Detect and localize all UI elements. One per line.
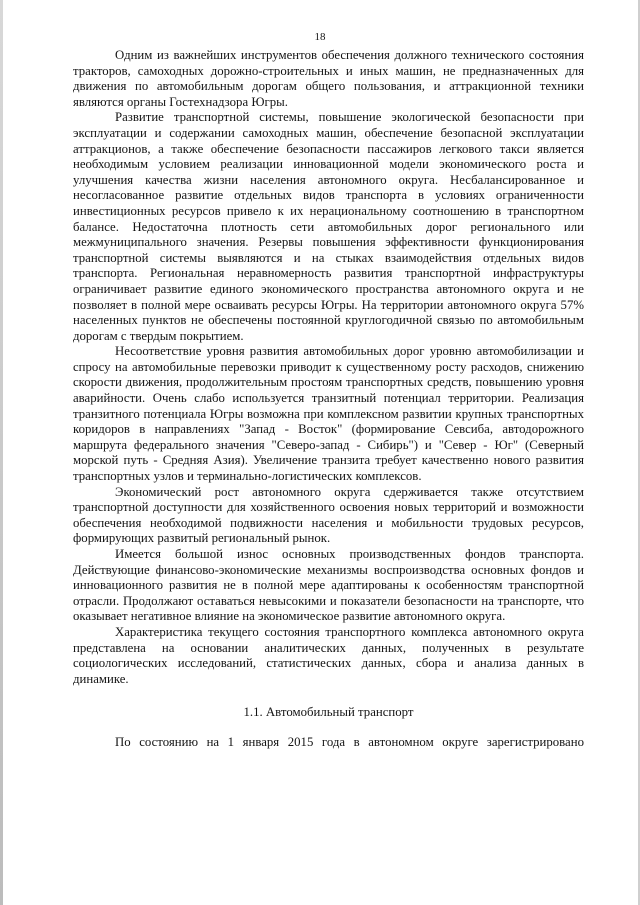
paragraph: Одним из важнейших инструментов обеспечения должного технического состояния тракторов, самоходных дорожно-строительных и иных машин, не предназначенных для движения по автомобильным дорогам общего пользования, и аттракционной техники являются органы Гостехнадзора Югры. <box>73 48 584 109</box>
paragraph: Имеется большой износ основных производственных фондов транспорта. Действующие финансово-экономические механизмы воспроизводства основных фондов и инновационного развития не в полной мере адаптированы к особенностям транспортной отрасли. Продолжают оставаться невысокими и показатели безопасности на транспорте, что оказывает негативное влияние на экономическое развитие автономного округа. <box>73 547 584 624</box>
paragraph-continued: По состоянию на 1 января 2015 года в автономном округе зарегистрировано <box>115 734 584 749</box>
document-body <box>73 48 584 751</box>
paragraph: Характеристика текущего состояния транспортного комплекса автономного округа представлена на основании аналитических данных, полученных в результате социологических исследований, статистических данных, сбора и анализа данных в динамике. <box>73 624 584 686</box>
paragraph: Несоответствие уровня развития автомобильных дорог уровню автомобилизации и спросу на автомобильные перевозки приводит к существенному росту расходов, снижению скорости движения, продолжительным простоям транспортных средств, повышению уровня аварийности. Очень слабо используется транзитный потенциал территории. Реализация транзитного потенциала Югры возможна при комплексном развитии крупных транспортных коридоров в направлениях "Запад - Восток" (формирование Севсиба, автодорожного маршрута федерального значения "Северо-запад - Сибирь") и "Север - Юг" (Северный морской путь - Средняя Азия). Увеличение транзита требует качественно нового развития транспортных узлов и терминально-логистических комплексов. <box>73 344 584 484</box>
section-heading: 1.1. Автомобильный транспорт <box>243 705 414 720</box>
page-number: 18 <box>314 31 326 43</box>
paragraph: Развитие транспортной системы, повышение экологической безопасности при эксплуатации и содержании самоходных машин, обеспечение безопасной эксплуатации аттракционов, а также обеспечение безопасности пассажиров легкового такси является необходимым условием реализации инновационной модели экономического роста и улучшения качества жизни населения автономного округа. Несбалансированное и несогласованное развитие отдельных видов транспорта в условиях ограниченности инвестиционных ресурсов привело к их нерациональному соотношению в транспортном балансе. Недостаточна плотность сети автомобильных дорог регионального или межмуниципального значения. Резервы повышения эффективности функционирования транспортной системы выявляются и на стыках взаимодействия отдельных видов транспорта. Региональная неравномерность развития транспортной инфраструктуры ограничивает развитие единого экономического пространства автономного округа и не позволяет в полной мере осваивать ресурсы Югры. На территории автономного округа 57% населенных пунктов не обеспечены постоянной круглогодичной связью по автомобильным дорогам с твердым покрытием. <box>73 110 584 343</box>
scan-edge-left <box>0 0 3 905</box>
paragraph: Экономический рост автономного округа сдерживается также отсутствием транспортной доступности для хозяйственного освоения новых территорий и возможности обеспечения необходимой подвижности населения и мобильности трудовых ресурсов, формирующих развитый региональный рынок. <box>73 484 584 546</box>
